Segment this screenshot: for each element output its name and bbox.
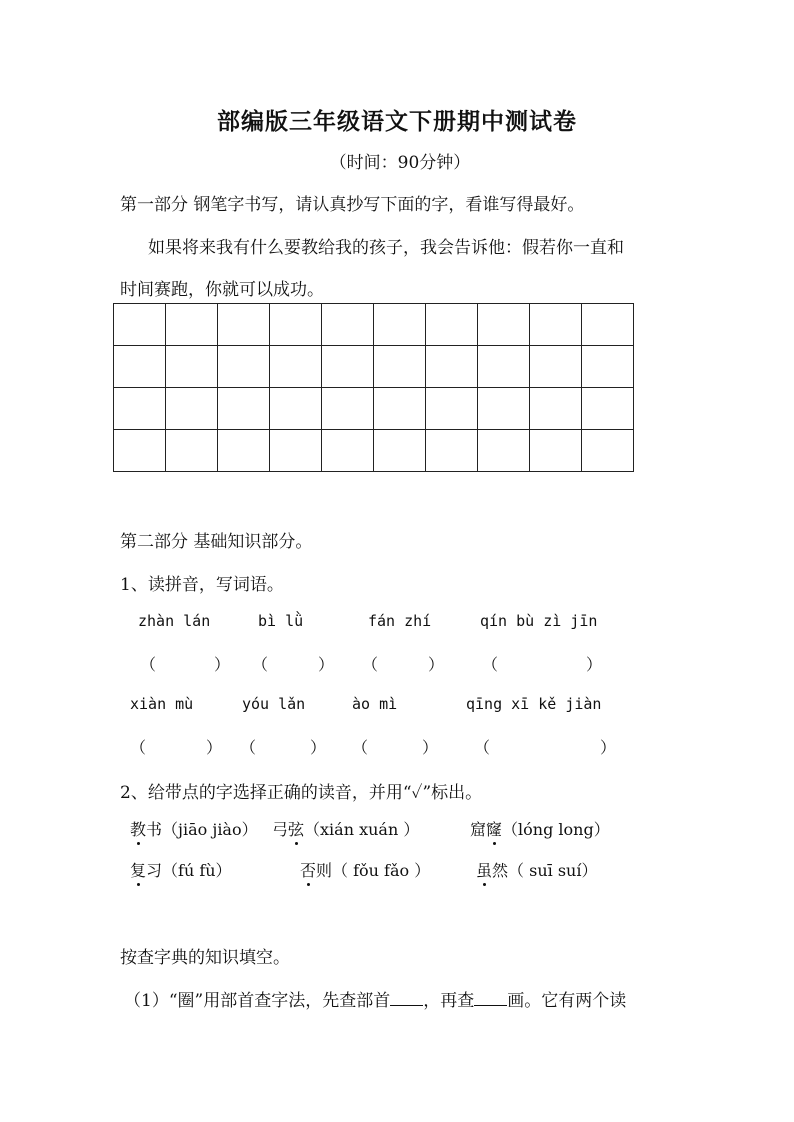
grid-row	[114, 346, 634, 388]
answer-blank[interactable]: （ ）	[140, 655, 231, 674]
pinyin-2: bì lǜ	[258, 612, 304, 630]
grid-row	[114, 430, 634, 472]
grid-cell[interactable]	[582, 304, 634, 346]
q3-prompt: 按查字典的知识填空。	[120, 948, 290, 968]
grid-cell[interactable]	[374, 388, 426, 430]
part2-heading: 第二部分 基础知识部分。	[120, 532, 313, 552]
q2-item-suiran[interactable]: 虽然（ suī suí）	[476, 858, 597, 881]
passage-line-2: 时间赛跑，你就可以成功。	[120, 280, 324, 300]
grid-cell[interactable]	[114, 304, 166, 346]
grid-cell[interactable]	[166, 430, 218, 472]
grid-cell[interactable]	[270, 346, 322, 388]
grid-cell[interactable]	[426, 304, 478, 346]
grid-cell[interactable]	[166, 388, 218, 430]
pinyin-5: xiàn mù	[130, 695, 194, 713]
grid-cell[interactable]	[270, 388, 322, 430]
grid-cell[interactable]	[322, 304, 374, 346]
grid-cell[interactable]	[478, 430, 530, 472]
grid-cell[interactable]	[582, 430, 634, 472]
page-title: 部编版三年级语文下册期中测试卷	[217, 108, 577, 135]
fill-blank-strokes[interactable]	[474, 1004, 507, 1006]
grid-cell[interactable]	[530, 430, 582, 472]
grid-cell[interactable]	[374, 346, 426, 388]
grid-cell[interactable]	[530, 304, 582, 346]
grid-cell[interactable]	[478, 388, 530, 430]
fill-blank-radical[interactable]	[390, 1004, 423, 1006]
pinyin-4: qín bù zì jīn	[480, 612, 598, 630]
q2-item-foze[interactable]: 否则（ fǒu fǎo ）	[300, 858, 430, 881]
pinyin-3: fán zhí	[368, 612, 432, 630]
grid-cell[interactable]	[426, 346, 478, 388]
q2-item-kulong[interactable]: 窟窿（lóng long）	[470, 817, 610, 840]
answer-blank[interactable]: （ ）	[362, 655, 445, 674]
grid-cell[interactable]	[166, 304, 218, 346]
grid-cell[interactable]	[218, 388, 270, 430]
answer-blank[interactable]: （ ）	[352, 738, 439, 757]
part1-heading: 第一部分 钢笔字书写，请认真抄写下面的字，看谁写得最好。	[120, 195, 585, 215]
grid-cell[interactable]	[478, 346, 530, 388]
grid-cell[interactable]	[218, 304, 270, 346]
q2-prompt: 2、给带点的字选择正确的读音，并用“✓”标出。	[120, 783, 483, 803]
answer-blank[interactable]: （ ）	[240, 738, 327, 757]
grid-cell[interactable]	[114, 388, 166, 430]
copy-writing-grid[interactable]	[113, 303, 634, 472]
grid-row	[114, 304, 634, 346]
grid-cell[interactable]	[374, 430, 426, 472]
grid-cell[interactable]	[322, 430, 374, 472]
grid-cell[interactable]	[218, 430, 270, 472]
q2-item-gongxian[interactable]: 弓弦（xián xuán ）	[272, 817, 419, 840]
q3-line-1: （1）“圈”用部首查字法，先查部首 ，再查 画。它有两个读	[124, 991, 627, 1011]
answer-blank[interactable]: （ ）	[252, 655, 335, 674]
grid-cell[interactable]	[218, 346, 270, 388]
grid-cell[interactable]	[530, 346, 582, 388]
pinyin-6: yóu lǎn	[242, 695, 306, 713]
time-limit: （时间：90分钟）	[329, 153, 471, 173]
grid-cell[interactable]	[270, 304, 322, 346]
q2-item-jiaoshu[interactable]: 教书（jiāo jiào）	[130, 817, 258, 840]
grid-cell[interactable]	[530, 388, 582, 430]
passage-line-1: 如果将来我有什么要教给我的孩子，我会告诉他：假若你一直和	[148, 238, 624, 258]
grid-cell[interactable]	[114, 346, 166, 388]
grid-cell[interactable]	[478, 304, 530, 346]
grid-cell[interactable]	[374, 304, 426, 346]
grid-cell[interactable]	[322, 388, 374, 430]
grid-cell[interactable]	[114, 430, 166, 472]
grid-cell[interactable]	[166, 346, 218, 388]
grid-cell[interactable]	[582, 388, 634, 430]
grid-cell[interactable]	[270, 430, 322, 472]
pinyin-1: zhàn lán	[138, 612, 211, 630]
grid-cell[interactable]	[322, 346, 374, 388]
grid-cell[interactable]	[426, 430, 478, 472]
pinyin-7: ào mì	[352, 695, 398, 713]
answer-blank[interactable]: （ ）	[482, 655, 603, 674]
q2-item-fuxi[interactable]: 复习（fú fù）	[130, 858, 232, 881]
answer-blank[interactable]: （ ）	[474, 738, 617, 757]
grid-cell[interactable]	[582, 346, 634, 388]
grid-row	[114, 388, 634, 430]
q1-prompt: 1、读拼音，写词语。	[120, 575, 284, 595]
grid-cell[interactable]	[426, 388, 478, 430]
pinyin-8: qīng xī kě jiàn	[466, 695, 602, 713]
answer-blank[interactable]: （ ）	[130, 738, 223, 757]
